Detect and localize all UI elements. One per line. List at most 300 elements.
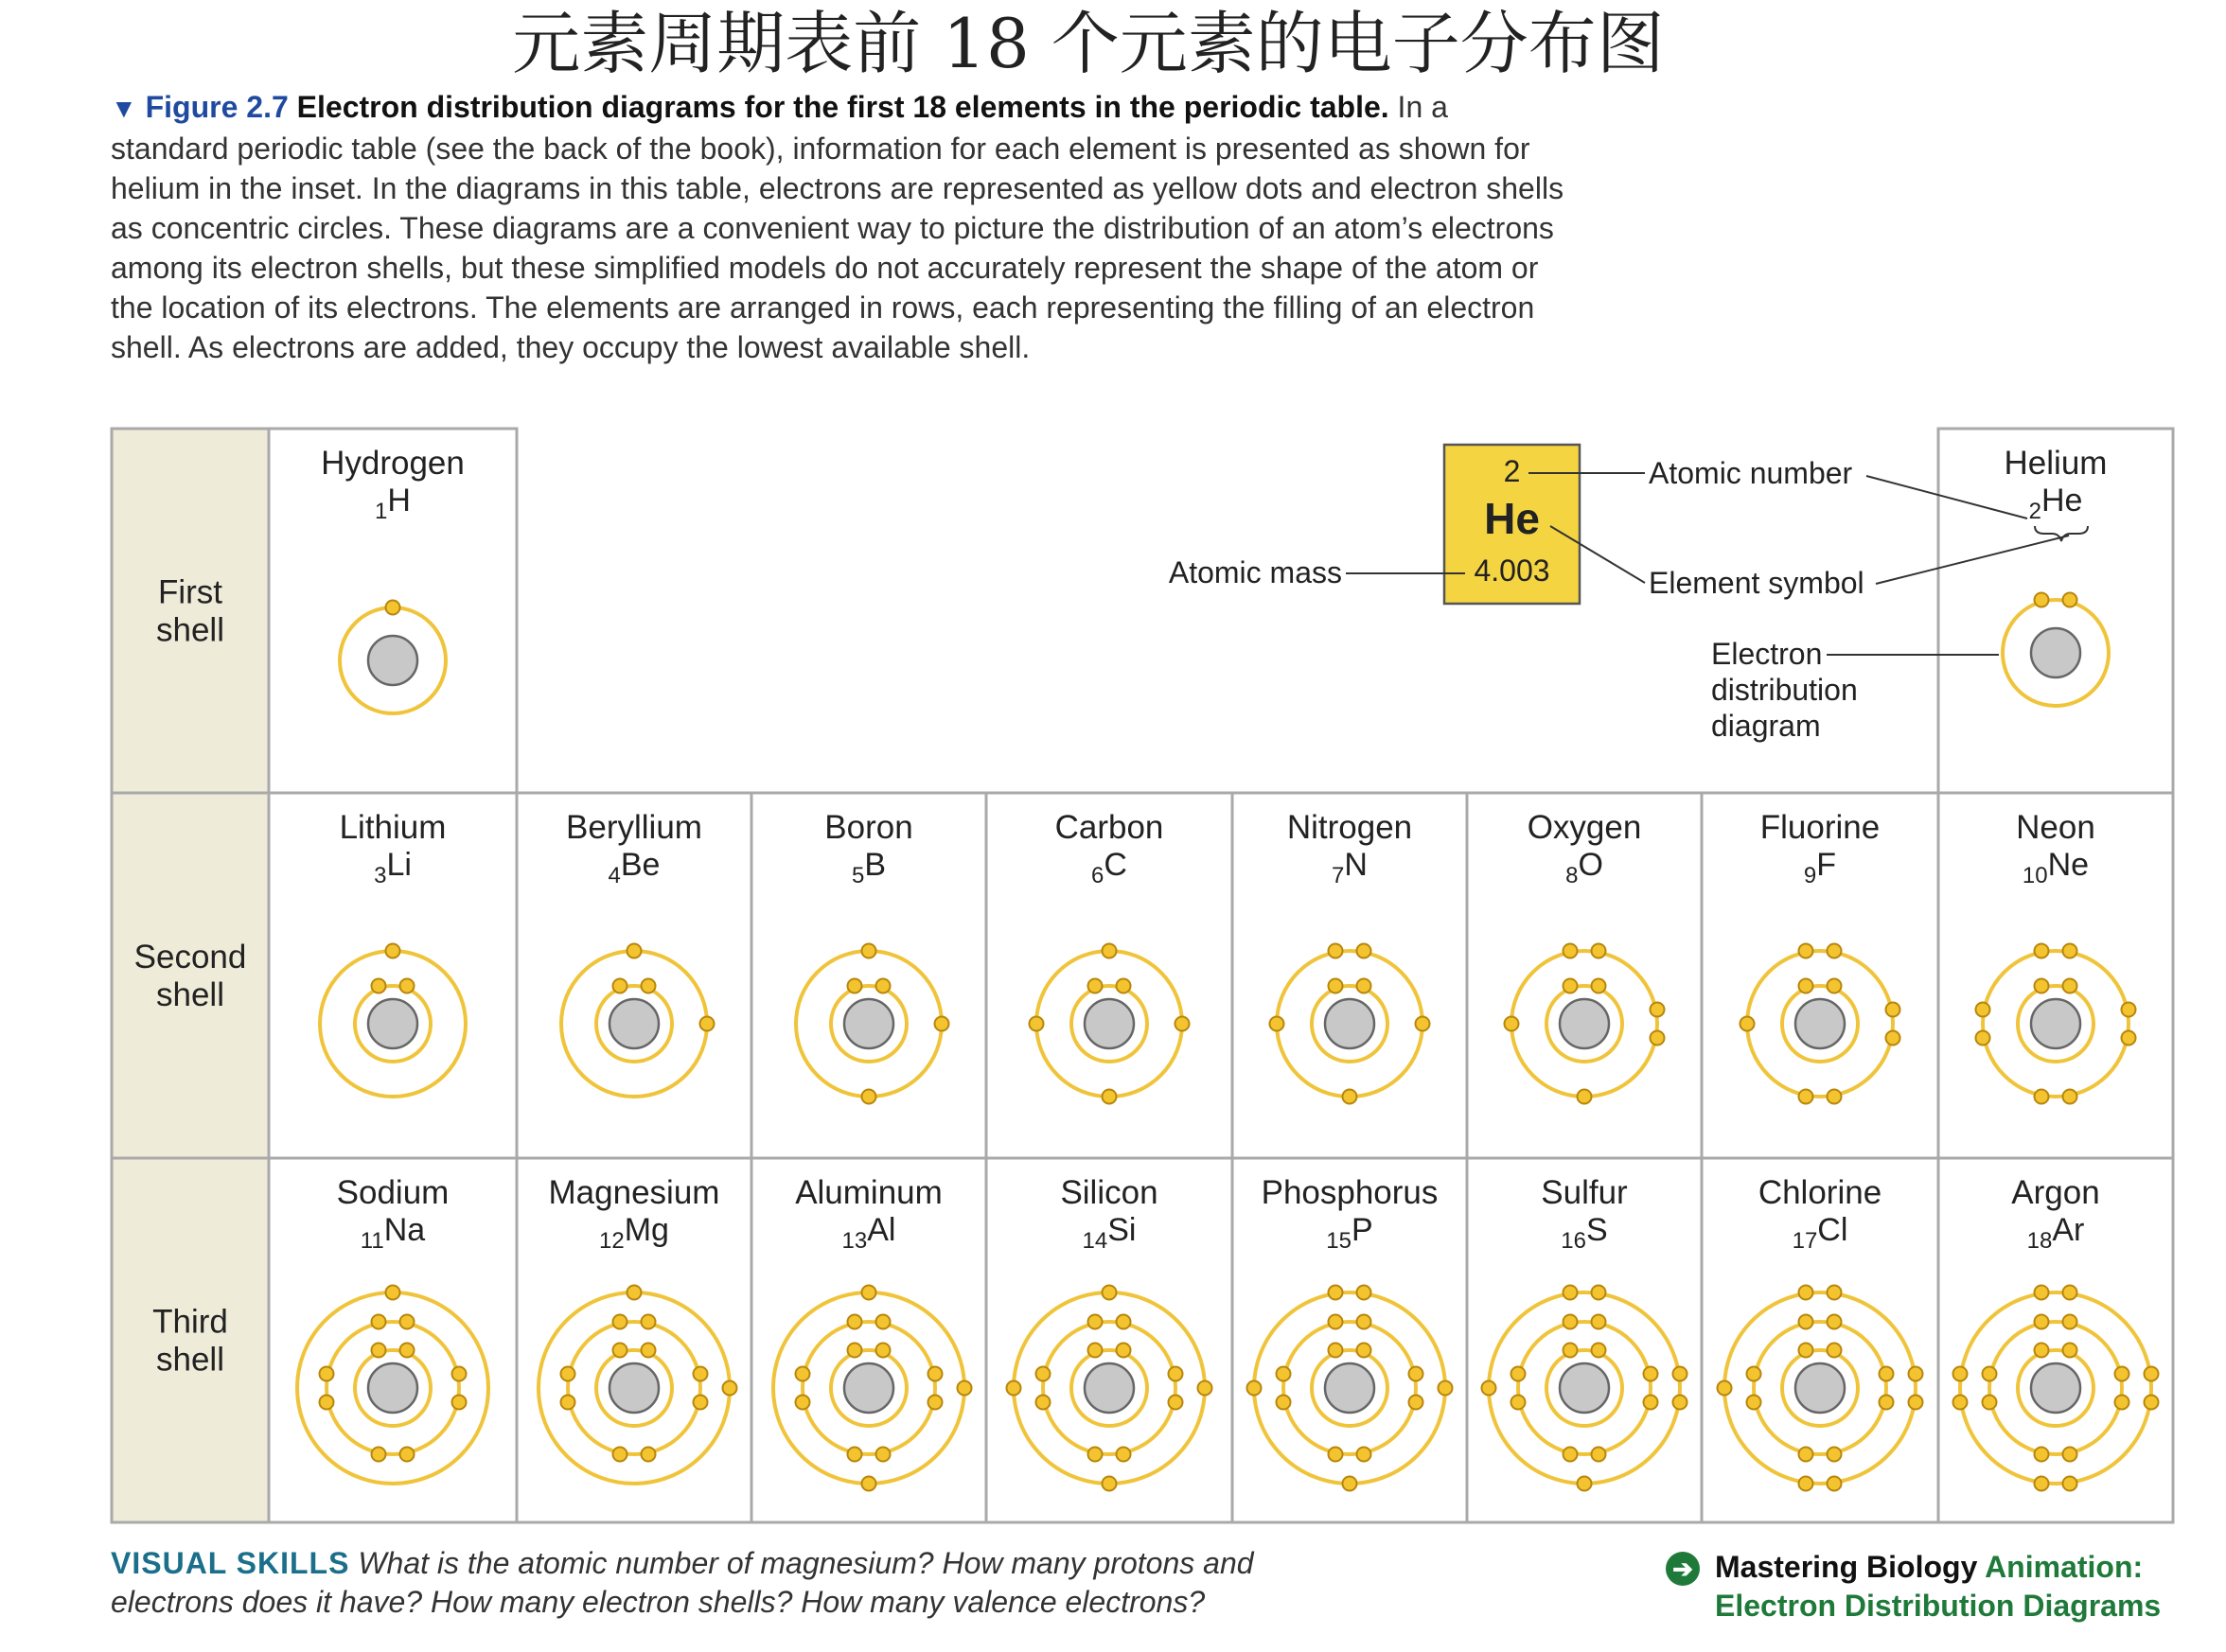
electron bbox=[694, 1396, 708, 1410]
element-name: Helium bbox=[2004, 445, 2108, 482]
nucleus bbox=[1325, 999, 1374, 1048]
electron bbox=[2063, 593, 2077, 607]
electron bbox=[1828, 1448, 1842, 1462]
element-symbol: Ne bbox=[2047, 847, 2090, 883]
electron bbox=[848, 1315, 862, 1329]
electron bbox=[1799, 1477, 1813, 1491]
electron bbox=[1673, 1367, 1687, 1381]
electron bbox=[2122, 1031, 2136, 1046]
nucleus bbox=[368, 636, 417, 685]
electron bbox=[1357, 979, 1371, 993]
electron bbox=[1976, 1031, 1990, 1046]
electron-distribution-diagram bbox=[2003, 593, 2109, 707]
electron bbox=[1169, 1367, 1183, 1381]
electron-distribution-diagram bbox=[1270, 944, 1430, 1104]
nucleus bbox=[1795, 1363, 1845, 1413]
electron bbox=[935, 1017, 949, 1031]
electron bbox=[1799, 1344, 1813, 1358]
electron-distribution-diagram bbox=[773, 1286, 972, 1491]
electron bbox=[2063, 1344, 2077, 1358]
electron bbox=[1117, 1315, 1131, 1329]
electron bbox=[1329, 1315, 1343, 1329]
electron bbox=[1909, 1396, 1923, 1410]
electron bbox=[2035, 1286, 2049, 1300]
electron bbox=[1828, 944, 1842, 958]
element-atomic-number: 12 bbox=[599, 1228, 625, 1254]
electron bbox=[1030, 1017, 1044, 1031]
electron bbox=[1270, 1017, 1284, 1031]
electron bbox=[1117, 979, 1131, 993]
element-symbol-label bbox=[1565, 847, 1603, 888]
electron bbox=[1564, 1315, 1578, 1329]
electron bbox=[400, 1448, 415, 1462]
figure-body-text: In a standard periodic table (see the back of the book), information for each element is presented as shown for helium in the inset. In the diagrams in this table, electrons are represented as yellow dots and electron shells as concentric circles. These diagrams are a convenient way to picture the distribution of an atom’s electrons among its electron shells, but these simplified models do not accurately represent the shape of the atom or the location of its electrons. The elements are arranged in rows, each representing the filling of an electron shell. As electrons are added, they occupy the lowest available shell. bbox=[111, 90, 1564, 364]
element-atomic-number: 17 bbox=[1792, 1228, 1818, 1254]
element-symbol: Be bbox=[620, 847, 661, 883]
element-symbol-label bbox=[852, 847, 886, 888]
inset-atomic-number: 2 bbox=[1503, 454, 1521, 488]
electron-distribution-diagram bbox=[561, 944, 715, 1098]
electron bbox=[862, 1477, 876, 1491]
electron bbox=[2035, 979, 2049, 993]
electron bbox=[1886, 1003, 1900, 1017]
nucleus bbox=[844, 999, 893, 1048]
element-symbol-label bbox=[2023, 847, 2089, 888]
electron bbox=[642, 1448, 656, 1462]
electron bbox=[452, 1396, 467, 1410]
element-atomic-number: 9 bbox=[1803, 863, 1817, 888]
electron bbox=[1564, 979, 1578, 993]
row-header-cell bbox=[112, 1158, 269, 1522]
mastering-animation-title: Electron Distribution Diagrams bbox=[1715, 1589, 2162, 1623]
element-symbol-label bbox=[1561, 1212, 1607, 1254]
element-symbol: Ar bbox=[2052, 1212, 2085, 1248]
element-symbol-label bbox=[375, 483, 411, 524]
electron bbox=[1117, 1448, 1131, 1462]
leader-line bbox=[1866, 476, 2027, 518]
element-atomic-number: 1 bbox=[375, 499, 388, 524]
electron bbox=[1007, 1381, 1021, 1396]
electron bbox=[372, 1315, 386, 1329]
electron bbox=[1103, 944, 1117, 958]
row-header-line2: shell bbox=[156, 611, 224, 649]
element-symbol-label bbox=[1091, 847, 1127, 888]
electron bbox=[1592, 1448, 1606, 1462]
electron bbox=[1747, 1396, 1761, 1410]
electron bbox=[642, 979, 656, 993]
element-symbol-label bbox=[1083, 1212, 1137, 1254]
element-atomic-number: 15 bbox=[1326, 1228, 1352, 1254]
electron bbox=[1088, 1315, 1103, 1329]
electron bbox=[1416, 1017, 1430, 1031]
electron bbox=[694, 1367, 708, 1381]
electron bbox=[1644, 1396, 1658, 1410]
electron bbox=[1644, 1367, 1658, 1381]
element-symbol: N bbox=[1344, 847, 1368, 883]
electron bbox=[1277, 1396, 1291, 1410]
element-atomic-number: 13 bbox=[841, 1228, 868, 1254]
element-symbol: F bbox=[1816, 847, 1837, 883]
electron bbox=[1953, 1367, 1968, 1381]
electron bbox=[1169, 1396, 1183, 1410]
electron bbox=[1439, 1381, 1453, 1396]
electron bbox=[1740, 1017, 1755, 1031]
electron bbox=[2035, 1448, 2049, 1462]
electron bbox=[2063, 1090, 2077, 1104]
row-header-line1: Third bbox=[152, 1303, 228, 1341]
electron-distribution-diagram bbox=[1740, 944, 1900, 1104]
electron bbox=[561, 1396, 575, 1410]
electron bbox=[642, 1344, 656, 1358]
electron bbox=[2115, 1367, 2129, 1381]
nucleus bbox=[1085, 999, 1134, 1048]
nucleus bbox=[368, 1363, 417, 1413]
electron bbox=[1592, 1315, 1606, 1329]
arrow-right-icon: ➔ bbox=[1666, 1552, 1700, 1586]
electron bbox=[1357, 1344, 1371, 1358]
electron bbox=[1511, 1396, 1526, 1410]
nucleus bbox=[2031, 1363, 2080, 1413]
electron bbox=[452, 1367, 467, 1381]
element-atomic-number: 6 bbox=[1091, 863, 1104, 888]
electron bbox=[1799, 979, 1813, 993]
electron bbox=[1578, 1090, 1592, 1104]
electron-distribution-diagram bbox=[796, 944, 949, 1104]
element-symbol: B bbox=[864, 847, 887, 883]
electron bbox=[1564, 1344, 1578, 1358]
electron bbox=[613, 979, 627, 993]
electron bbox=[320, 1367, 334, 1381]
electron bbox=[958, 1381, 972, 1396]
electron bbox=[1592, 1344, 1606, 1358]
electron bbox=[1409, 1396, 1423, 1410]
electron-distribution-diagram bbox=[1976, 944, 2136, 1104]
element-name: Sulfur bbox=[1541, 1174, 1628, 1211]
label-element-symbol: Element symbol bbox=[1649, 566, 1864, 600]
row-header-cell bbox=[112, 793, 269, 1158]
electron bbox=[372, 1344, 386, 1358]
label-electron-distribution-line2: distribution bbox=[1711, 673, 1858, 707]
electron bbox=[1277, 1367, 1291, 1381]
row-header-line1: First bbox=[157, 573, 223, 611]
electron bbox=[2115, 1396, 2129, 1410]
label-electron-distribution-line3: diagram bbox=[1711, 709, 1821, 743]
electron bbox=[1247, 1381, 1262, 1396]
element-symbol-label bbox=[1332, 847, 1368, 888]
nucleus bbox=[610, 999, 659, 1048]
element-atomic-number: 4 bbox=[608, 863, 621, 888]
element-name: Chlorine bbox=[1758, 1174, 1882, 1211]
electron-distribution-diagram bbox=[1482, 1286, 1687, 1491]
electron bbox=[848, 1344, 862, 1358]
element-name: Carbon bbox=[1054, 809, 1164, 846]
element-atomic-number: 18 bbox=[2026, 1228, 2053, 1254]
electron bbox=[1651, 1031, 1665, 1046]
electron bbox=[2035, 944, 2049, 958]
electron bbox=[1983, 1367, 1997, 1381]
nucleus bbox=[1325, 1363, 1374, 1413]
electron bbox=[796, 1367, 810, 1381]
figure-label: Figure 2.7 bbox=[145, 90, 289, 124]
electron bbox=[1953, 1396, 1968, 1410]
electron bbox=[862, 1090, 876, 1104]
electron bbox=[613, 1448, 627, 1462]
electron bbox=[1673, 1396, 1687, 1410]
electron bbox=[1747, 1367, 1761, 1381]
element-name: Sodium bbox=[336, 1174, 450, 1211]
element-symbol: Mg bbox=[624, 1212, 669, 1248]
electron bbox=[2145, 1367, 2159, 1381]
electron bbox=[1909, 1367, 1923, 1381]
brace-icon bbox=[2035, 526, 2088, 541]
electron bbox=[400, 979, 415, 993]
visual-skills-text: What is the atomic number of magnesium? How many protons and electrons does it have? How many electron shells? How many valence electrons? bbox=[111, 1546, 1254, 1619]
electron bbox=[1088, 979, 1103, 993]
element-atomic-number: 16 bbox=[1561, 1228, 1587, 1254]
electron bbox=[2063, 1477, 2077, 1491]
electron bbox=[1799, 944, 1813, 958]
electron bbox=[386, 1286, 400, 1300]
electron bbox=[561, 1367, 575, 1381]
electron-distribution-diagram bbox=[1007, 1286, 1212, 1491]
electron bbox=[848, 1448, 862, 1462]
electron-distribution-diagram bbox=[1718, 1286, 1923, 1491]
electron bbox=[1799, 1448, 1813, 1462]
nucleus bbox=[1085, 1363, 1134, 1413]
element-symbol: Si bbox=[1107, 1212, 1137, 1248]
element-symbol-label bbox=[609, 847, 661, 888]
element-symbol: Cl bbox=[1817, 1212, 1848, 1248]
electron bbox=[2063, 1315, 2077, 1329]
electron bbox=[862, 1286, 876, 1300]
electron bbox=[627, 1286, 642, 1300]
electron bbox=[796, 1396, 810, 1410]
electron-distribution-diagram bbox=[1247, 1286, 1453, 1491]
electron bbox=[1036, 1367, 1051, 1381]
electron bbox=[2035, 1477, 2049, 1491]
electron bbox=[642, 1315, 656, 1329]
electron-distribution-diagram bbox=[1953, 1286, 2159, 1491]
element-symbol: Na bbox=[383, 1212, 426, 1248]
electron bbox=[1564, 1448, 1578, 1462]
electron bbox=[386, 601, 400, 615]
nucleus bbox=[2031, 999, 2080, 1048]
element-atomic-number: 3 bbox=[374, 863, 387, 888]
inset-element-symbol: He bbox=[1484, 494, 1540, 543]
electron-distribution-diagram bbox=[1030, 944, 1190, 1104]
electron bbox=[2063, 1286, 2077, 1300]
electron bbox=[1198, 1381, 1212, 1396]
electron bbox=[1088, 1448, 1103, 1462]
electron bbox=[1564, 944, 1578, 958]
element-name: Phosphorus bbox=[1261, 1174, 1439, 1211]
mastering-biology-link[interactable] bbox=[1666, 1548, 2196, 1626]
electron bbox=[1103, 1286, 1117, 1300]
figure-title: Electron distribution diagrams for the first 18 elements in the periodic table. bbox=[296, 90, 1389, 124]
electron bbox=[1329, 1344, 1343, 1358]
element-name: Fluorine bbox=[1759, 809, 1881, 846]
electron bbox=[1592, 944, 1606, 958]
electron bbox=[876, 1315, 891, 1329]
electron-distribution-diagram bbox=[297, 1286, 488, 1485]
electron bbox=[1799, 1315, 1813, 1329]
element-symbol-label bbox=[842, 1212, 896, 1254]
electron bbox=[876, 1344, 891, 1358]
electron bbox=[1592, 1286, 1606, 1300]
electron bbox=[876, 979, 891, 993]
electron bbox=[1886, 1031, 1900, 1046]
electron bbox=[613, 1344, 627, 1358]
label-electron-distribution-line1: Electron bbox=[1711, 637, 1823, 671]
element-symbol-label bbox=[2029, 483, 2083, 524]
electron bbox=[320, 1396, 334, 1410]
electron bbox=[1343, 1477, 1357, 1491]
electron bbox=[700, 1017, 715, 1031]
electron bbox=[1976, 1003, 1990, 1017]
row-header-line2: shell bbox=[156, 1341, 224, 1379]
row-header-line2: shell bbox=[156, 976, 224, 1013]
element-symbol-label bbox=[1804, 847, 1836, 888]
electron bbox=[1482, 1381, 1496, 1396]
element-name: Beryllium bbox=[566, 809, 702, 846]
electron bbox=[2035, 1315, 2049, 1329]
nucleus bbox=[1795, 999, 1845, 1048]
electron bbox=[862, 944, 876, 958]
element-name: Boron bbox=[824, 809, 913, 846]
electron bbox=[1103, 1477, 1117, 1491]
nucleus bbox=[610, 1363, 659, 1413]
electron bbox=[1880, 1367, 1894, 1381]
electron bbox=[372, 1448, 386, 1462]
electron bbox=[1564, 1286, 1578, 1300]
electron bbox=[2063, 944, 2077, 958]
element-atomic-number: 8 bbox=[1565, 863, 1579, 888]
visual-skills-question bbox=[111, 1544, 1341, 1622]
electron bbox=[1592, 979, 1606, 993]
electron bbox=[1799, 1286, 1813, 1300]
element-symbol-label bbox=[374, 847, 412, 888]
nucleus bbox=[2031, 628, 2080, 677]
element-symbol: S bbox=[1586, 1212, 1608, 1248]
electron bbox=[372, 979, 386, 993]
electron bbox=[1117, 1344, 1131, 1358]
electron bbox=[848, 979, 862, 993]
nucleus bbox=[844, 1363, 893, 1413]
electron bbox=[1880, 1396, 1894, 1410]
element-name: Neon bbox=[2016, 809, 2095, 846]
electron bbox=[1357, 944, 1371, 958]
electron bbox=[1175, 1017, 1190, 1031]
element-symbol: C bbox=[1104, 847, 1127, 883]
element-name: Magnesium bbox=[548, 1174, 720, 1211]
electron bbox=[928, 1396, 943, 1410]
inset-atomic-mass: 4.003 bbox=[1474, 554, 1550, 588]
label-atomic-mass: Atomic mass bbox=[1168, 555, 1342, 589]
nucleus bbox=[368, 999, 417, 1048]
element-name: Hydrogen bbox=[321, 445, 465, 482]
element-symbol-label bbox=[1793, 1212, 1848, 1254]
element-name: Oxygen bbox=[1527, 809, 1642, 846]
electron bbox=[2122, 1003, 2136, 1017]
electron bbox=[386, 944, 400, 958]
element-name: Silicon bbox=[1060, 1174, 1158, 1211]
electron-distribution-diagram bbox=[539, 1286, 737, 1485]
element-symbol-label bbox=[2027, 1212, 2085, 1254]
element-symbol: Li bbox=[386, 847, 412, 883]
element-name: Argon bbox=[2011, 1174, 2100, 1211]
element-atomic-number: 11 bbox=[360, 1228, 384, 1254]
element-atomic-number: 7 bbox=[1332, 863, 1345, 888]
element-symbol: P bbox=[1352, 1212, 1373, 1248]
electron bbox=[1343, 1090, 1357, 1104]
electron bbox=[2063, 1448, 2077, 1462]
electron bbox=[2035, 593, 2049, 607]
electron bbox=[1103, 1090, 1117, 1104]
electron bbox=[1828, 1344, 1842, 1358]
electron-distribution-diagram bbox=[340, 601, 446, 714]
electron bbox=[1828, 1286, 1842, 1300]
element-symbol: O bbox=[1578, 847, 1603, 883]
electron bbox=[1828, 1090, 1842, 1104]
element-atomic-number: 2 bbox=[2028, 499, 2041, 524]
row-header-cell bbox=[112, 429, 269, 793]
element-symbol: Al bbox=[867, 1212, 896, 1248]
visual-skills-label: VISUAL SKILLS bbox=[111, 1546, 350, 1580]
element-name: Aluminum bbox=[795, 1174, 943, 1211]
row-header-line1: Second bbox=[133, 939, 247, 975]
element-symbol: H bbox=[387, 483, 411, 518]
electron bbox=[2035, 1344, 2049, 1358]
electron bbox=[1329, 944, 1343, 958]
electron bbox=[2063, 979, 2077, 993]
electron bbox=[1828, 979, 1842, 993]
element-symbol-label bbox=[1326, 1212, 1372, 1254]
element-symbol-label bbox=[361, 1212, 425, 1254]
electron bbox=[2145, 1396, 2159, 1410]
page-title: 元素周期表前 18 个元素的电子分布图 bbox=[512, 4, 1665, 83]
element-atomic-number: 10 bbox=[2022, 863, 2048, 888]
element-symbol: He bbox=[2040, 483, 2083, 518]
electron bbox=[1409, 1367, 1423, 1381]
caption-triangle-icon: ▼ bbox=[111, 94, 137, 123]
electron bbox=[1329, 1448, 1343, 1462]
electron bbox=[723, 1381, 737, 1396]
electron bbox=[2035, 1090, 2049, 1104]
nucleus bbox=[1560, 999, 1609, 1048]
electron bbox=[1511, 1367, 1526, 1381]
electron bbox=[1357, 1286, 1371, 1300]
nucleus bbox=[1560, 1363, 1609, 1413]
mastering-brand: Mastering Biology bbox=[1715, 1550, 1978, 1584]
electron bbox=[1357, 1448, 1371, 1462]
electron bbox=[400, 1344, 415, 1358]
electron bbox=[1357, 1315, 1371, 1329]
electron-distribution-diagram bbox=[320, 944, 466, 1098]
electron bbox=[928, 1367, 943, 1381]
mastering-animation-label: Animation: bbox=[1985, 1550, 2144, 1584]
electron bbox=[1505, 1017, 1519, 1031]
element-name: Nitrogen bbox=[1286, 809, 1413, 846]
electron bbox=[1718, 1381, 1732, 1396]
leader-line bbox=[1876, 536, 2069, 584]
electron bbox=[1088, 1344, 1103, 1358]
electron bbox=[1828, 1315, 1842, 1329]
element-atomic-number: 5 bbox=[851, 863, 865, 888]
electron bbox=[1828, 1477, 1842, 1491]
electron-distribution-diagram bbox=[1505, 944, 1665, 1104]
electron bbox=[1329, 979, 1343, 993]
element-name: Lithium bbox=[339, 809, 447, 846]
